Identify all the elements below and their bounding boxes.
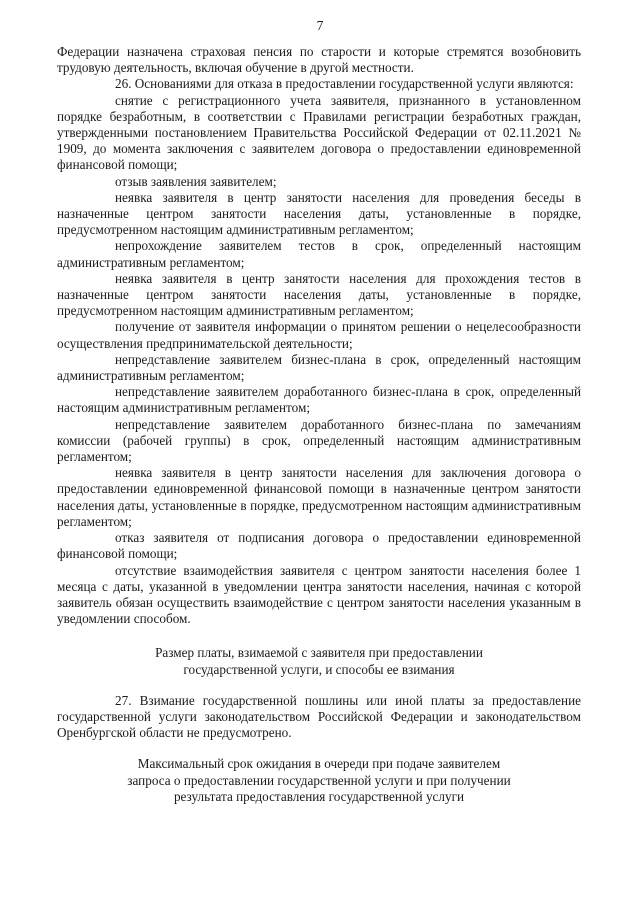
heading-fee	[57, 645, 581, 677]
heading-fee-line-2: государственной услуги, и способы ее взимания	[183, 661, 455, 677]
page-number: 7	[316, 18, 324, 33]
list-item: неявка заявителя в центр занятости населения для заключения договора о предоставлении единовременной финансовой помощи в назначенные центром занятости населения даты, установленные в порядке, предусмотренном настоящим административным регламентом;	[57, 465, 581, 529]
heading-fee-line-1: Размер платы, взимаемой с заявителя при предоставлении	[155, 645, 483, 661]
heading-queue-line-2: запроса о предоставлении государственной услуги и при получении	[127, 772, 511, 788]
document-body	[57, 44, 581, 805]
list-item: неявка заявителя в центр занятости населения для проведения беседы в назначенные центром занятости населения даты, установленные в порядке, предусмотренном настоящим административным регламентом;	[57, 189, 581, 238]
list-item: неявка заявителя в центр занятости населения для прохождения тестов в назначенные центром занятости населения даты, установленные в порядке, предусмотренном настоящим административным регламентом;	[57, 270, 581, 319]
list-item: непредставление заявителем бизнес-плана в срок, определенный настоящим административным регламентом;	[57, 351, 581, 384]
section-26-items	[57, 93, 581, 628]
list-item: непредставление заявителем доработанного бизнес-плана в срок, определенный настоящим административным регламентом;	[57, 384, 581, 416]
heading-queue-line-1: Максимальный срок ожидания в очереди при подаче заявителем	[137, 756, 501, 772]
section-26-lead: 26. Основаниями для отказа в предоставлении государственной услуги являются:	[115, 76, 574, 92]
list-item: получение от заявителя информации о принятом решении о нецелесообразности осуществления предпринимательской деятельности;	[57, 319, 581, 351]
list-item: отзыв заявления заявителем;	[115, 173, 277, 189]
section-27: 27. Взимание государственной пошлины или иной платы за предоставление государственной услуги законодательством Российской Федерации и законодательством Оренбургской области не предусмотрено.	[57, 692, 581, 741]
list-item: непредставление заявителем доработанного бизнес-плана по замечаниям комиссии (рабочей группы) в срок, определенный настоящим административным регламентом;	[57, 416, 581, 465]
heading-queue-line-3: результата предоставления государственной услуги	[173, 788, 465, 804]
heading-queue	[57, 756, 581, 805]
list-item: непрохождение заявителем тестов в срок, определенный настоящим административным регламентом;	[57, 238, 581, 270]
intro-continuation: Федерации назначена страховая пенсия по старости и которые стремятся возобновить трудовую деятельность, включая обучение в другой местности.	[57, 44, 581, 76]
list-item: отсутствие взаимодействия заявителя с центром занятости населения более 1 месяца с даты, указанной в уведомлении центра занятости населения, начиная с которой заявитель обязан осуществить взаимодействие с центром занятости населения указанным в уведомлении способом.	[57, 562, 581, 627]
list-item: снятие с регистрационного учета заявителя, признанного в установленном порядке безработным, в соответствии с Правилами регистрации безработных граждан, утвержденными постановлением Правительства Российской Федерации от 02.11.2021 № 1909, до момента заключения с заявителем договора о предоставлении единовременной финансовой помощи;	[57, 92, 581, 173]
list-item: отказ заявителя от подписания договора о предоставлении единовременной финансовой помощи;	[57, 530, 581, 562]
